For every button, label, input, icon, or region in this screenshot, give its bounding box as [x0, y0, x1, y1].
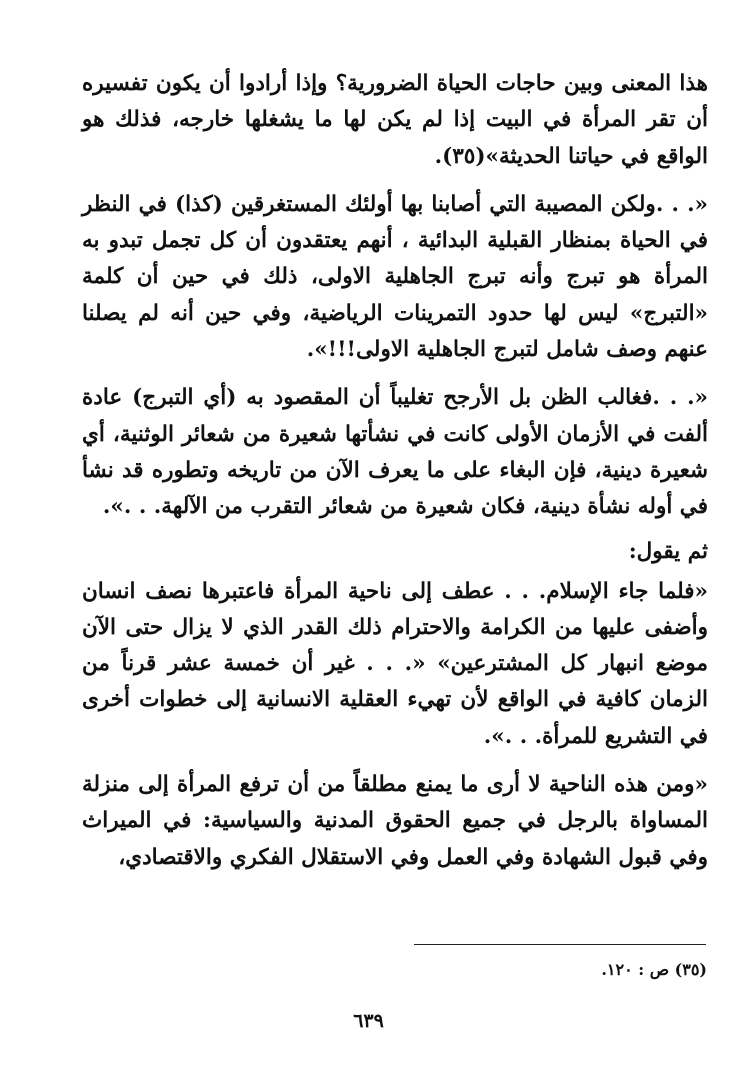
footnote-divider [414, 944, 706, 945]
paragraph-5: «ومن هذه الناحية لا أرى ما يمنع مطلقاً من أن ترفع المرأة إلى منزلة المساواة بالرجل في جميع الحقوق المدنية والسياسية: في الميراث وفي قبول الشهادة وفي العمل وفي الاستقلال الفكري والاقتصادي، [82, 772, 708, 870]
paragraph-4: «فلما جاء الإسلام. . . عطف إلى ناحية المرأة فاعتبرها نصف انسان وأضفى عليها من الكرامة والاحترام ذلك القدر الذي لا يزال حتى الآن موضع انبهار كل المشترعين» «. . . غير أن خمسة عشر قرناً من الزمان كافية في الواقع لأن تهيء العقلية الانسانية إلى خطوات أخرى في التشريع للمرأة. . .». [82, 578, 708, 749]
page-number: ٦٣٩ [353, 1010, 384, 1032]
section-heading: ثم يقول: [628, 538, 708, 564]
paragraph-2: «. . .ولكن المصيبة التي أصابنا بها أولئك المستغرقين (كذا) في النظر في الحياة بمنظار القبلية البدائية ، أنهم يعتقدون أن كل تجمل تبدو به المرأة هو تبرج وأنه تبرج الجاهلية الاولى، ذلك في حين أن كلمة «التبرج» ليس لها حدود التمرينات الرياضية، وفي حين أنه لم يصلنا عنهم وصف شامل لتبرج الجاهلية الاولى!!!». [82, 191, 708, 363]
paragraph-1: هذا المعنى وبين حاجات الحياة الضرورية؟ وإذا أرادوا أن يكون تفسيره أن تقر المرأة في البيت إذا لم يكن لها ما يشغلها خارجه، فذلك هو الواقع في حياتنا الحديثة»(٣٥). [82, 71, 708, 169]
paragraph-3: «. . .فغالب الظن بل الأرجح تغليباً أن المقصود به (أي التبرج) عادة ألفت في الأزمان الأولى كانت في نشأتها شعيرة من شعائر الوثنية، أي شعيرة دينية، فإن البغاء على ما يعرف الآن من تاريخه وتطوره قد نشأ في أوله نشأة دينية، فكان شعيرة من شعائر التقرب من الآلهة. . .». [82, 385, 708, 520]
page-body [82, 66, 708, 888]
footnote: (٣٥) ص : ١٢٠. [601, 960, 707, 979]
